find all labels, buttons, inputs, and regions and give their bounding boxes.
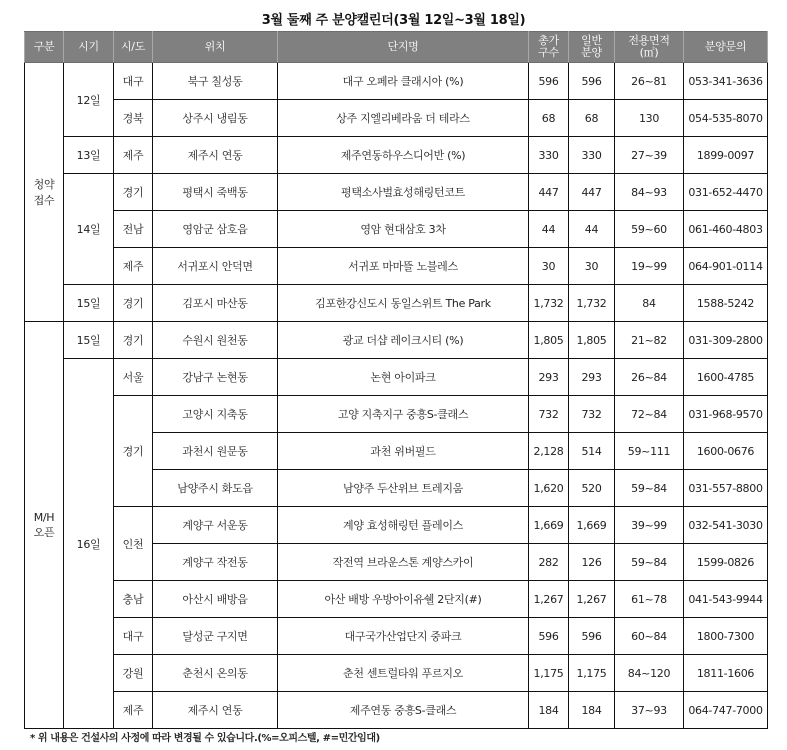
region-cell: 경기 [114, 322, 153, 359]
table-row [25, 174, 768, 211]
general-cell: 1,175 [569, 655, 615, 692]
table-row [25, 285, 768, 322]
table-row [25, 137, 768, 174]
region-cell: 제주 [114, 137, 153, 174]
general-cell: 30 [569, 248, 615, 285]
area-cell: 27~39 [615, 137, 684, 174]
general-cell: 1,732 [569, 285, 615, 322]
total-cell: 596 [529, 618, 569, 655]
total-cell: 184 [529, 692, 569, 729]
complex-cell: 논현 아이파크 [278, 359, 529, 396]
date-cell: 15일 [64, 285, 114, 322]
total-cell: 293 [529, 359, 569, 396]
area-cell: 26~84 [615, 359, 684, 396]
complex-cell: 제주연동하우스디어반 (%) [278, 137, 529, 174]
contact-cell: 032-541-3030 [684, 507, 768, 544]
area-cell: 39~99 [615, 507, 684, 544]
contact-cell: 041-543-9944 [684, 581, 768, 618]
table-row [25, 248, 768, 285]
complex-cell: 서귀포 마마뜰 노블레스 [278, 248, 529, 285]
area-cell: 130 [615, 100, 684, 137]
total-cell: 44 [529, 211, 569, 248]
table-row [25, 618, 768, 655]
area-cell: 84~120 [615, 655, 684, 692]
general-cell: 596 [569, 618, 615, 655]
complex-cell: 평택소사벌효성해링턴코트 [278, 174, 529, 211]
location-cell: 남양주시 화도읍 [153, 470, 278, 507]
location-cell: 제주시 연동 [153, 137, 278, 174]
region-cell: 경기 [114, 174, 153, 211]
total-cell: 1,620 [529, 470, 569, 507]
location-cell: 아산시 배방읍 [153, 581, 278, 618]
total-cell: 447 [529, 174, 569, 211]
contact-cell: 1811-1606 [684, 655, 768, 692]
header-row [25, 32, 768, 63]
general-cell: 126 [569, 544, 615, 581]
complex-cell: 대구국가산업단지 중파크 [278, 618, 529, 655]
complex-cell: 제주연동 중흥S-클래스 [278, 692, 529, 729]
complex-cell: 계양 효성해링턴 플레이스 [278, 507, 529, 544]
total-cell: 1,669 [529, 507, 569, 544]
location-cell: 영암군 삼호읍 [153, 211, 278, 248]
region-cell: 경기 [114, 396, 153, 507]
complex-cell: 영암 현대삼호 3차 [278, 211, 529, 248]
complex-cell: 상주 지엘리베라움 더 테라스 [278, 100, 529, 137]
general-cell: 596 [569, 63, 615, 100]
contact-cell: 054-535-8070 [684, 100, 768, 137]
region-cell: 전남 [114, 211, 153, 248]
region-cell: 경기 [114, 285, 153, 322]
footnote: * 위 내용은 건설사의 사정에 따라 변경될 수 있습니다.(%=오피스텔, #=민간임대) [30, 733, 380, 744]
region-cell: 인천 [114, 507, 153, 581]
location-cell: 강남구 논현동 [153, 359, 278, 396]
general-cell: 68 [569, 100, 615, 137]
general-cell: 520 [569, 470, 615, 507]
region-cell: 대구 [114, 63, 153, 100]
total-cell: 330 [529, 137, 569, 174]
date-cell: 16일 [64, 359, 114, 729]
location-cell: 북구 칠성동 [153, 63, 278, 100]
table-row [25, 63, 768, 100]
area-cell: 84 [615, 285, 684, 322]
table-row [25, 396, 768, 433]
general-cell: 514 [569, 433, 615, 470]
area-cell: 59~84 [615, 544, 684, 581]
complex-cell: 대구 오페라 클래시아 (%) [278, 63, 529, 100]
table-row [25, 507, 768, 544]
contact-cell: 1599-0826 [684, 544, 768, 581]
date-cell: 15일 [64, 322, 114, 359]
general-cell: 330 [569, 137, 615, 174]
page-title: 3월 둘째 주 분양캘린더(3월 12일~3월 18일) [261, 13, 526, 28]
complex-cell: 남양주 두산위브 트레지움 [278, 470, 529, 507]
complex-cell: 아산 배방 우방아이유쉘 2단지(#) [278, 581, 529, 618]
total-cell: 1,175 [529, 655, 569, 692]
region-cell: 제주 [114, 248, 153, 285]
area-cell: 26~81 [615, 63, 684, 100]
area-cell: 72~84 [615, 396, 684, 433]
contact-cell: 064-901-0114 [684, 248, 768, 285]
general-cell: 184 [569, 692, 615, 729]
table-row [25, 692, 768, 729]
complex-cell: 춘천 센트럴타워 푸르지오 [278, 655, 529, 692]
area-cell: 61~78 [615, 581, 684, 618]
header-complex: 단지명 [278, 32, 529, 63]
total-cell: 2,128 [529, 433, 569, 470]
header-contact: 분양문의 [684, 32, 768, 63]
region-cell: 강원 [114, 655, 153, 692]
contact-cell: 064-747-7000 [684, 692, 768, 729]
location-cell: 고양시 지축동 [153, 396, 278, 433]
location-cell: 춘천시 온의동 [153, 655, 278, 692]
location-cell: 평택시 죽백동 [153, 174, 278, 211]
general-cell: 1,805 [569, 322, 615, 359]
location-cell: 계양구 작전동 [153, 544, 278, 581]
area-cell: 60~84 [615, 618, 684, 655]
header-general-units: 일반 분양 [569, 32, 615, 63]
table-row [25, 581, 768, 618]
general-cell: 44 [569, 211, 615, 248]
location-cell: 서귀포시 안덕면 [153, 248, 278, 285]
total-cell: 1,805 [529, 322, 569, 359]
total-cell: 1,732 [529, 285, 569, 322]
location-cell: 상주시 냉림동 [153, 100, 278, 137]
date-cell: 12일 [64, 63, 114, 137]
header-category: 구분 [25, 32, 64, 63]
general-cell: 293 [569, 359, 615, 396]
location-cell: 계양구 서운동 [153, 507, 278, 544]
contact-cell: 031-309-2800 [684, 322, 768, 359]
complex-cell: 광교 더샵 레이크시티 (%) [278, 322, 529, 359]
location-cell: 과천시 원문동 [153, 433, 278, 470]
contact-cell: 1600-0676 [684, 433, 768, 470]
contact-cell: 1600-4785 [684, 359, 768, 396]
complex-cell: 고양 지축지구 중흥S-클래스 [278, 396, 529, 433]
contact-cell: 031-557-8800 [684, 470, 768, 507]
contact-cell: 1899-0097 [684, 137, 768, 174]
table-row [25, 100, 768, 137]
header-total-units: 총가 구수 [529, 32, 569, 63]
group-cell: 청약 접수 [25, 63, 64, 322]
table-row [25, 322, 768, 359]
complex-cell: 과천 위버필드 [278, 433, 529, 470]
contact-cell: 061-460-4803 [684, 211, 768, 248]
total-cell: 1,267 [529, 581, 569, 618]
region-cell: 경북 [114, 100, 153, 137]
sales-calendar-table [24, 31, 768, 729]
area-cell: 37~93 [615, 692, 684, 729]
region-cell: 서울 [114, 359, 153, 396]
total-cell: 596 [529, 63, 569, 100]
date-cell: 14일 [64, 174, 114, 285]
area-cell: 59~84 [615, 470, 684, 507]
location-cell: 김포시 마산동 [153, 285, 278, 322]
area-cell: 21~82 [615, 322, 684, 359]
total-cell: 68 [529, 100, 569, 137]
general-cell: 1,669 [569, 507, 615, 544]
area-cell: 59~60 [615, 211, 684, 248]
general-cell: 447 [569, 174, 615, 211]
region-cell: 대구 [114, 618, 153, 655]
date-cell: 13일 [64, 137, 114, 174]
general-cell: 732 [569, 396, 615, 433]
table-row [25, 359, 768, 396]
header-location: 위치 [153, 32, 278, 63]
contact-cell: 031-968-9570 [684, 396, 768, 433]
total-cell: 282 [529, 544, 569, 581]
table-row [25, 655, 768, 692]
general-cell: 1,267 [569, 581, 615, 618]
header-date: 시기 [64, 32, 114, 63]
contact-cell: 1800-7300 [684, 618, 768, 655]
table-row [25, 211, 768, 248]
total-cell: 30 [529, 248, 569, 285]
contact-cell: 1588-5242 [684, 285, 768, 322]
complex-cell: 작전역 브라운스톤 계양스카이 [278, 544, 529, 581]
region-cell: 충남 [114, 581, 153, 618]
contact-cell: 031-652-4470 [684, 174, 768, 211]
area-cell: 19~99 [615, 248, 684, 285]
complex-cell: 김포한강신도시 동일스위트 The Park [278, 285, 529, 322]
group-cell: M/H 오픈 [25, 322, 64, 729]
location-cell: 제주시 연동 [153, 692, 278, 729]
header-area: 전용면적 (㎡) [615, 32, 684, 63]
location-cell: 달성군 구지면 [153, 618, 278, 655]
header-region: 시/도 [114, 32, 153, 63]
total-cell: 732 [529, 396, 569, 433]
contact-cell: 053-341-3636 [684, 63, 768, 100]
location-cell: 수원시 원천동 [153, 322, 278, 359]
region-cell: 제주 [114, 692, 153, 729]
area-cell: 84~93 [615, 174, 684, 211]
area-cell: 59~111 [615, 433, 684, 470]
